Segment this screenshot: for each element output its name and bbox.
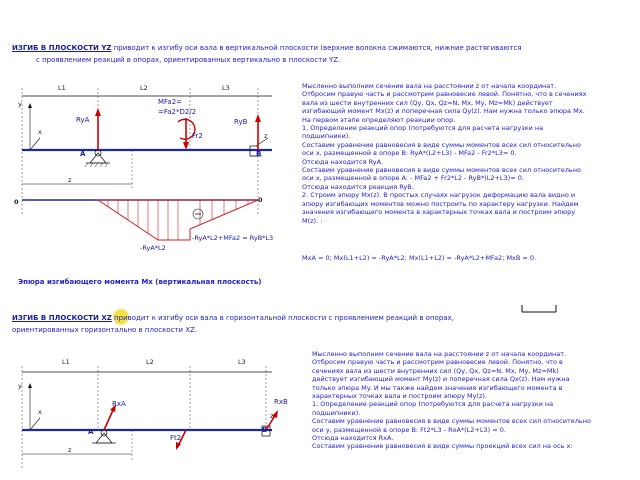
s2-line-1: Отбросим правую часть и рассмотрим равновесие левой. Понятно, что в	[312, 358, 563, 367]
label-Ft2: Ft2	[170, 434, 182, 442]
s2-dim-L3: L3	[238, 358, 246, 366]
s1-line-5: 1. Определение реакций опор (потребуются для расчета нагрузки на	[302, 124, 544, 133]
support-A: A	[80, 150, 86, 158]
s2-support-A: A	[88, 428, 94, 436]
epure-caption: Эпюра изгибающего момента Mx (вертикальная плоскость)	[18, 278, 262, 286]
s2-dim-L1: L1	[62, 358, 70, 366]
s1-line-8: оси x, размещенной в опоре B: RyA*(L2+L3) - MFa2 - Fr2*L3= 0.	[302, 149, 517, 158]
axis-z-dim: z	[68, 176, 72, 184]
s1-line-14: эпюру изгибающих моментов можно построить по характеру нагрузки. Найдем	[302, 199, 579, 208]
s2-line-6: 1. Определение реакций опор (потребуются для расчета нагрузки на	[312, 400, 554, 409]
label-RyB: RyB	[234, 118, 248, 126]
s2-line-9: оси y, размещенной в опоре B: Ft2*L3 - RxA*(L2+L3) = 0.	[312, 425, 506, 434]
s2-line-2: сечениях вала из шести внутренних сил (Qy, Qx, Qz=N, Mx, My, Mz=Mk)	[312, 366, 559, 375]
dim-L2: L2	[140, 84, 148, 92]
axis-x: x	[38, 128, 42, 136]
s1-line-13: 2. Строим эпюру Mx(z). В простых случаях нагрузок деформацию вала видно и	[302, 191, 576, 200]
s2-line-7: подшипники).	[312, 408, 361, 417]
s1-line-9: Отсюда находится RyA.	[302, 157, 384, 166]
s2-axis-z-right: z	[270, 412, 274, 420]
section2-text	[312, 350, 638, 451]
s2-line-8: Составим уравнение равновесия в виде суммы моментов всех сил относительно	[312, 417, 591, 426]
s2-line-0: Мысленно выполним сечение вала на расстоянии z от начала координат.	[312, 350, 567, 358]
section1-title-lead: ИЗГИБ В ПЛОСКОСТИ YZ	[12, 44, 112, 52]
axis-z-right: z	[264, 132, 268, 140]
s2-line-5: характерных точках вала и построим эпюру My(z).	[312, 392, 488, 401]
section1-title-line2: с проявлением реакций в опорах, ориентированных вертикально в плоскости YZ.	[36, 56, 341, 64]
s2-line-11: Составим уравнение равновесия в виде суммы проекций всех сил на ось x:	[312, 442, 573, 451]
section2-title-rest: приводит к изгибу оси вала в горизонтальной плоскости с проявлением реакций в опорах,	[111, 314, 454, 322]
label-RyA: RyA	[76, 116, 90, 124]
section1-title-rest: приводит к изгибу оси вала в вертикальной плоскости (верхние волокна сжимаются, нижние растягиваются	[111, 44, 522, 52]
epure-zero-right: 0	[258, 196, 263, 204]
s1-line-1: Отбросим правую часть и рассмотрим равновесие левой. Понятно, что в сечениях	[302, 90, 587, 99]
s1-line-15: значения изгибающего момента в характерных точках вала и построим эпюру	[302, 208, 576, 217]
s1-line-7: Составим уравнение равновесия в виде суммы моментов всех сил относительно	[302, 140, 581, 149]
s1-line-4: На первом этапе определяют реакции опор.	[302, 115, 456, 124]
label-Fr2: Fr2	[192, 132, 203, 140]
s1-line-16: M(z). :	[302, 216, 323, 225]
label-RxA: RxA	[112, 400, 126, 408]
section2-title-lead: ИЗГИБ В ПЛОСКОСТИ XZ	[12, 314, 112, 322]
label-RxB: RxB	[274, 398, 288, 406]
axis-y: y	[18, 100, 22, 108]
s2-line-3: действует изгибающий момент My(z) и поперечная сила Qx(z). Нам нужна	[312, 375, 570, 384]
label-MFa2: MFa2=	[158, 98, 183, 106]
s2-support-B: B	[262, 426, 268, 434]
s1-line-6: подшипники).	[302, 132, 351, 141]
s1-line-2: вала из шести внутренних сил (Qy, Qx, Qz=N, Mx, My, Mz=Mk) действует	[302, 98, 553, 107]
label-MFa2-value: =Fa2*D2/2	[158, 108, 197, 116]
s2-line-10: Отсюда находится RxA.	[312, 434, 394, 443]
epure-value-left: -RyA*L2	[140, 244, 166, 252]
s2-axis-y: y	[18, 382, 22, 390]
epure-value-right: -RyA*L2+MFa2 = RyB*L3	[192, 234, 274, 242]
support-B: B	[256, 150, 262, 158]
s2-dim-L2: L2	[146, 358, 154, 366]
s1-formula: MxA = 0; Mx(L1+L2) = -RyA*L2; Mx(L1+L2) = -RyA*L2+MFa2; MxB = 0.	[302, 254, 537, 262]
s1-line-0: Мысленно выполним сечение вала на расстоянии z от начала координат.	[302, 82, 557, 90]
s1-line-12: Отсюда находится реакция RyB.	[302, 182, 414, 191]
s1-line-10: Составим уравнение равновесия в виде суммы моментов всех сил относительно	[302, 166, 581, 175]
epure-zero-left: 0	[14, 198, 19, 206]
s2-line-4: только эпюра My. И мы также найдем значения изгибающего момента в	[312, 383, 563, 392]
s1-line-11: оси x, размещенной в опоре A: - MFa2 + Fr2*L2 - RyB*(L2+L3)= 0.	[302, 174, 524, 183]
s2-axis-z-dim: z	[68, 446, 72, 454]
s1-line-3: изгибающий момент Mx(z) и поперечная сила Qy(z). Нам нужна только эпюра Mx.	[302, 107, 585, 116]
section2-title-line2: ориентированных горизонтально в плоскости XZ.	[12, 326, 198, 334]
s2-axis-x: x	[38, 408, 42, 416]
dim-L1: L1	[58, 84, 66, 92]
dim-L3: L3	[222, 84, 230, 92]
